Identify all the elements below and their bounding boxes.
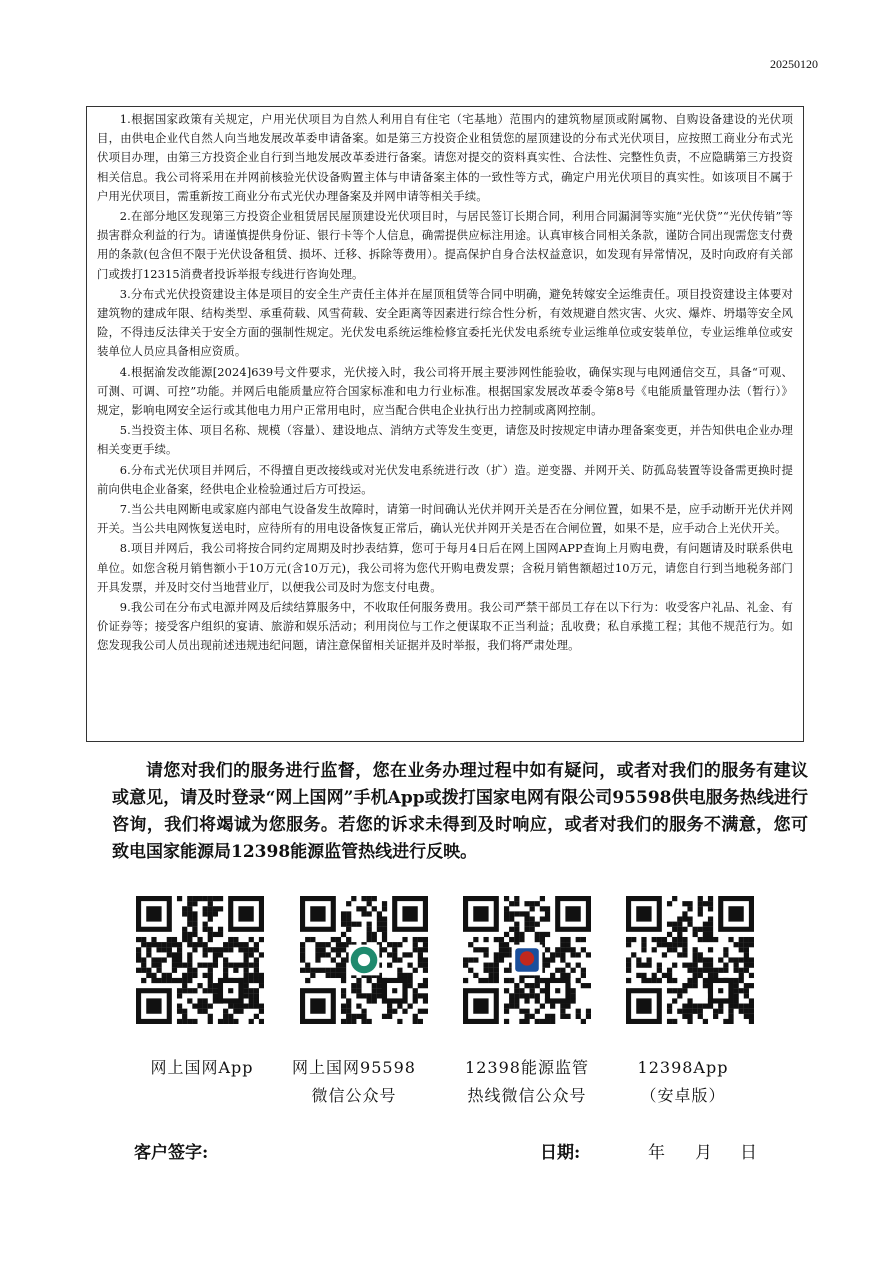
qr-caption-line: 12398能源监管: [465, 1058, 589, 1077]
notice-item-4: 4.根据渝发改能源[2024]639号文件要求，光伏接入时，我公司将开展主要涉网性能验收，确保实现与电网通信交互，具备“可观、可测、可调、可控”功能。并网后电能质量应符合国家标准和电力行业标准。根据国家发展改革委令第8号《电能质量管理办法（暂行）》规定，影响电网安全运行或其他电力用户正常用电时，应当配合供电企业执行出力控制或离网控制。: [97, 364, 793, 418]
qr-code-icon: [136, 896, 264, 1024]
date-month-label: 月: [695, 1143, 712, 1163]
qr-caption-line: 热线微信公众号: [467, 1086, 587, 1105]
notice-item-6: 6.分布式光伏项目并网后，不得擅自更改接线或对光伏发电系统进行改（扩）造。逆变器、并网开关、防孤岛装置等设备需更换时提前向供电企业备案，经供电企业检验通过后方可投运。: [97, 462, 793, 496]
customer-signature-label: 客户签字:: [134, 1143, 209, 1163]
notice-item-3: 3.分布式光伏投资建设主体是项目的安全生产责任主体并在屋顶租赁等合同中明确，避免转嫁安全运维责任。项目投资建设主体要对建筑物的建成年限、结构类型、承重荷载、风雪荷载、安全距离等因素进行综合性分析，有效规避自然灾害、火灾、爆炸、坍塌等安全风险，不得违反法律关于安全方面的强制性规定。光伏发电系统运维检修宜委托光伏发电系统专业运维单位或安装单位，专业运维单位或安装单位人员应具备相应资质。: [97, 286, 793, 359]
date-day-label: 日: [740, 1143, 757, 1163]
nea-emblem: [515, 948, 539, 972]
qr-caption-3: [452, 1054, 602, 1110]
document-code: 20250120: [770, 57, 818, 71]
state-grid-logo: [351, 947, 378, 974]
notice-item-9: 9.我公司在分布式电源并网及后续结算服务中，不收取任何服务费用。我公司严禁干部员工存在以下行为：收受客户礼品、礼金、有价证券等；接受客户组织的宴请、旅游和娱乐活动；利用岗位与工作之便谋取不正当利益；乱收费；私自承揽工程；其他不规范行为。如您发现我公司人员出现前述违规违纪问题，请注意保留相关证据并及时举报，我们将严肃处理。: [97, 600, 793, 653]
closing-paragraph: 请您对我们的服务进行监督，您在业务办理过程中如有疑问，或者对我们的服务有建议或意见，请及时登录“网上国网”手机App或拨打国家电网有限公司95598供电服务热线进行咨询，我们将竭诚为您服务。若您的诉求未得到及时响应，或者对我们的服务不满意，您可致电国家能源局12398能源监管热线进行反映。: [112, 761, 808, 862]
qr-code-icon: [463, 896, 591, 1024]
qr-code-icon: [626, 896, 754, 1024]
qr-caption-2: [279, 1054, 429, 1110]
qr-caption-1: [127, 1054, 277, 1082]
qr-caption-line: （安卓版）: [640, 1086, 726, 1105]
qr-caption-line: 网上国网95598: [292, 1058, 416, 1077]
notice-box: [86, 106, 804, 742]
date-year-label: 年: [648, 1143, 665, 1163]
qr-caption-line: 网上国网App: [150, 1058, 254, 1077]
qr-caption-line: 12398App: [637, 1058, 729, 1077]
notice-item-5: 5.当投资主体、项目名称、规模（容量）、建设地点、消纳方式等发生变更，请您及时按规定申请办理备案变更，并告知供电企业办理相关变更手续。: [97, 423, 793, 457]
date-label: 日期:: [540, 1143, 581, 1163]
notice-item-8: 8.项目并网后，我公司将按合同约定周期及时抄表结算，您可于每月4日后在网上国网APP查询上月购电费，有问题请及时联系供电单位。如您含税月销售额小于10万元(含10万元)，我公司将为您代开购电费发票；含税月销售额超过10万元，请您自行到当地税务部门开具发票，并及时交付当地营业厅，以便我公司及时为您支付电费。: [97, 541, 793, 594]
notice-item-2: 2.在部分地区发现第三方投资企业租赁居民屋顶建设光伏项目时，与居民签订长期合同，利用合同漏洞等实施“光伏贷”“光伏传销”等损害群众利益的行为。请谨慎提供身份证、银行卡等个人信息，确需提供应标注用途。认真审核合同相关条款，谨防合同出现需您支付费用的条款(包含但不限于光伏设备租赁、损坏、迁移、拆除等费用）。提高保护自身合法权益意识，如发现有异常情况，及时向政府有关部门或拨打12315消费者投诉举报专线进行咨询处理。: [97, 209, 793, 281]
notice-item-1: 1.根据国家政策有关规定，户用光伏项目为自然人利用自有住宅（宅基地）范围内的建筑物屋顶或附属物、自购设备建设的光伏项目，由供电企业代自然人向当地发展改革委申请备案。如是第三方投资企业租赁您的屋顶建设的分布式光伏项目，应按照工商业分布式光伏项目办理，由第三方投资企业自行到当地发展改革委进行备案。请您对提交的资料真实性、合法性、完整性负责，不应隐瞒第三方投资相关信息。我公司将采用在并网前核验光伏设备购置主体与申请备案主体的一致性等方式，确定户用光伏项目的真实性。如该项目不属于户用光伏项目，需重新按工商业分布式光伏办理备案及并网申请等相关手续。: [97, 112, 793, 203]
qr-caption-4: [608, 1054, 758, 1110]
qr-caption-line: 微信公众号: [311, 1086, 397, 1105]
qr-code-icon: [300, 896, 428, 1024]
notice-item-7: 7.当公共电网断电或家庭内部电气设备发生故障时，请第一时间确认光伏并网开关是否在分闸位置，如果不是，应手动断开光伏并网开关。当公共电网恢复送电时，应待所有的用电设备恢复正常后，确认光伏并网开关是否在合闸位置，如果不是，应手动合上光伏开关。: [97, 502, 793, 536]
closing-statement: [112, 758, 808, 866]
